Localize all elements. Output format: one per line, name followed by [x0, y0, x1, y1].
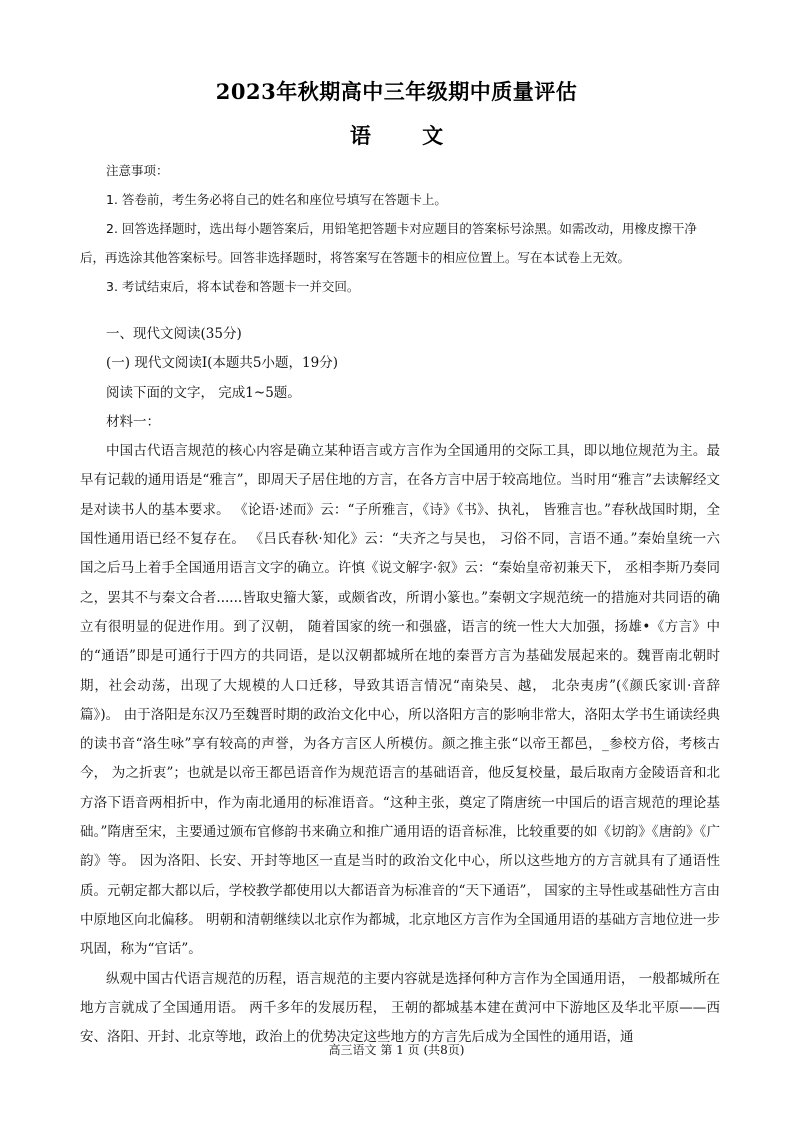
exam-title: 2023年秋期高中三年级期中质量评估 — [215, 79, 578, 104]
notice-item-3: 3. 考试结束后，将本试卷和答题卡一并交回。 — [106, 279, 360, 294]
notice-item-1: 1. 答卷前，考生务必将自己的姓名和座位号填写在答题卡上。 — [106, 192, 447, 207]
subject-title: 语 文 — [349, 123, 466, 148]
material-label: 材料一： — [106, 413, 160, 430]
notice-heading: 注意事项： — [106, 163, 169, 178]
notice-block — [80, 156, 720, 301]
material-paragraph-1: 中国古代语言规范的核心内容是确立某种语言或方言作为全国通用的交际工具，即以地位规范为主。最早有记载的通用语是“雅言”，即周天子居住地的方言，在各方言中居于较高地位。当时用“雅言”去读解经文是对读书人的基本要求。 《论语·述而》云：“子所雅言，《诗》《书》、执礼， 皆雅言也。”春秋战国时期，全国性通用语已经不复存在。 《吕氏春秋·知化》云：“夫齐之与吴也， 习俗不同，言语不通。”秦始皇统一六国之后马上着手全国通用语言文字的确立。许慎《说文解字·叙》云：“秦始皇帝初兼天下， 丞相李斯乃奏同之，罢其不与秦文合者......皆取史籀大篆，或颇省改，所谓小篆也。”秦朝文字规范统一的措施对共同语的确立有很明显的促进作用。到了汉朝， 随着国家的统一和强盛，语言的统一性大大加强，扬雄•《方言》中的“通语”即是可通行于四方的共同语，是以汉朝都城所在地的秦晋方言为基础发展起来的。魏晋南北朝时期，社会动荡，出现了大规模的人口迁移，导致其语言情况“南染吴、越， 北杂夷虏”(《颜氏家训·音辞篇》)。 由于洛阳是东汉乃至魏晋时期的政治文化中心，所以洛阳方言的影响非常大，洛阳太学书生诵读经典的读书音“洛生咏”享有较高的声誉，为各方言区人所模仿。颜之推主张“以帝王都邑，_参校方俗，考核古今， 为之折衷”；也就是以帝王都邑语音作为规范语言的基础语音，他反复校量，最后取南方金陵语音和北方洛下语音两相折中，作为南北通用的标准语音。“这种主张，奠定了隋唐统一中国后的语言规范的理论基础。”隋唐至宋，主要通过颁布官修韵书来确立和推广通用语的语音标准，比较重要的如《切韵》《唐韵》《广韵》等。 因为洛阳、长安、开封等地区一直是当时的政治文化中心，所以这些地方的方言就具有了通语性质。元朝定都大都以后，学校教学都使用以大都语音为标准音的“天下通语”， 国家的主导性或基础性方言由中原地区向北偏移。 明朝和清朝继续以北京作为都城，北京地区方言作为全国通用语的基础方言地位进一步巩固，称为“官话”。 — [80, 443, 720, 958]
section-instruction: 阅读下面的文字， 完成1~5题。 — [106, 384, 301, 401]
notice-item-2: 2. 回答选择题时，选出每小题答案后，用铅笔把答题卡对应题目的答案标号涂黑。如需改动，用橡皮擦干净后，再选涂其他答案标号。回答非选择题时，将答案写在答题卡的相应位置上。写在本试卷上无效。 — [80, 221, 697, 265]
section-part-title: 一、现代文阅读(35分) — [106, 326, 242, 342]
page-footer: 高三语文 第 1 页 (共8页) — [328, 1043, 465, 1057]
section-sub-title: (一) 现代文阅读Ⅰ(本题共5小题，19分) — [106, 355, 338, 372]
reading-section — [80, 320, 720, 1052]
material-paragraph-2: 纵观中国古代语言规范的历程，语言规范的主要内容就是选择何种方言作为全国通用语， 一般都城所在地方言就成了全国通用语。 两千多年的发展历程， 王朝的都城基本建在黄河中下游地区及华北平原——西安、洛阳、开封、北京等地，政治上的优势决定这些地方的方言先后成为全国性的通用语，通 — [80, 970, 720, 1046]
